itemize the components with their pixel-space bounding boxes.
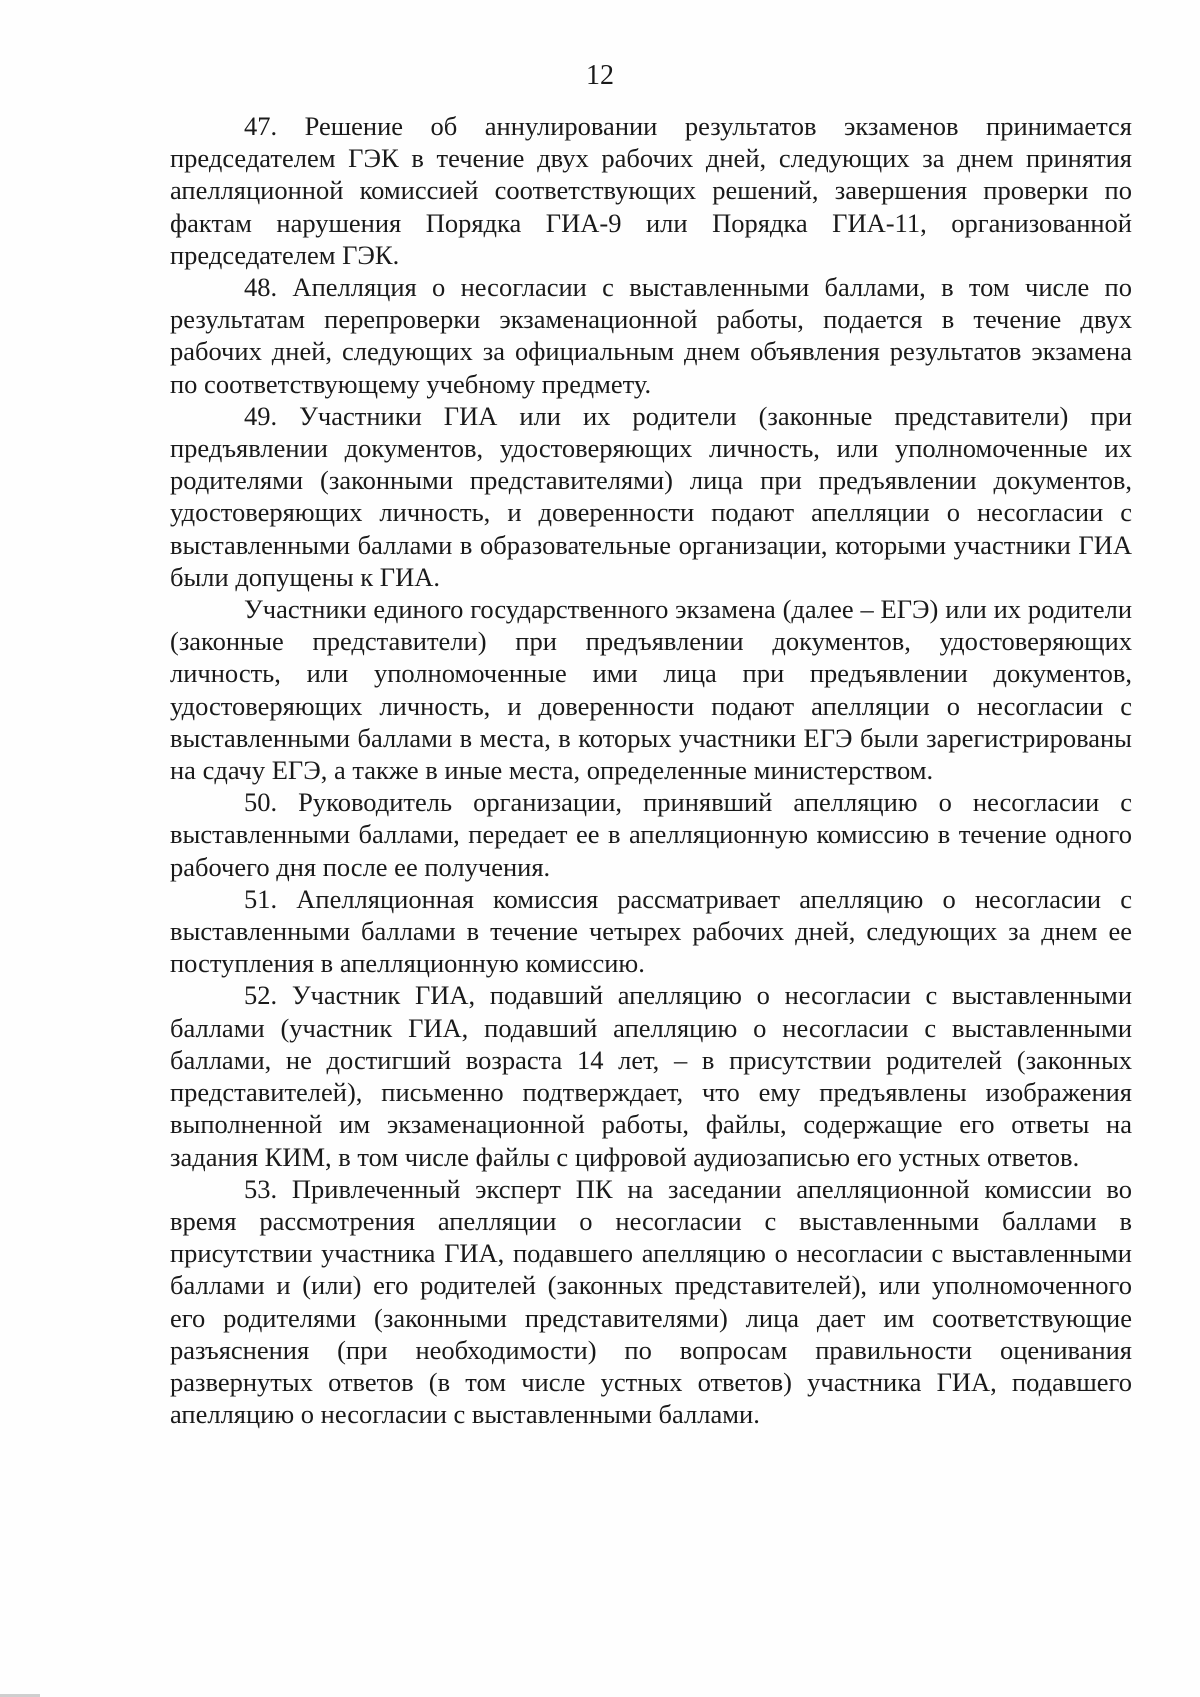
- paragraph-51: 51. Апелляционная комиссия рассматривает апелляцию о несогласии с выставленными баллами в течение четырех рабочих дней, следующих за днем ее поступления в апелляционную комиссию.: [170, 883, 1132, 979]
- page-number: 12: [586, 60, 614, 91]
- paragraph-50: 50. Руководитель организации, принявший апелляцию о несогласии с выставленными баллами, передает ее в апелляционную комиссию в течение одного рабочего дня после ее получения.: [170, 787, 1132, 882]
- paragraph-48: 48. Апелляция о несогласии с выставленными баллами, в том числе по результатам перепроверки экзаменационной работы, подается в течение двух рабочих дней, следующих за официальным днем объявления результатов экзамена по соответствующему учебному предмету.: [170, 272, 1132, 399]
- paragraph-49: 49. Участники ГИА или их родители (законные представители) при предъявлении документов, удостоверяющих личность, или уполномоченные их родителями (законными представителями) лица при предъявлении документов, удостоверяющих личность, и доверенности подают апелляции о несогласии с выставленными баллами в образовательные организации, которыми участники ГИА были допущены к ГИА.: [170, 400, 1132, 592]
- paragraph-52: 52. Участник ГИА, подавший апелляцию о несогласии с выставленными баллами (участник ГИА, подавший апелляцию о несогласии с выставленными баллами, не достигший возраста 14 лет, – в присутствии родителей (законных представителей), письменно подтверждает, что ему предъявлены изображения выполненной им экзаменационной работы, файлы, содержащие его ответы на задания КИМ, в том числе файлы с цифровой аудиозаписью его устных ответов.: [170, 980, 1132, 1172]
- paragraph-53: 53. Привлеченный эксперт ПК на заседании апелляционной комиссии во время рассмотрения апелляции о несогласии с выставленными баллами в присутствии участника ГИА, подавшего апелляцию о несогласии с выставленными баллами и (или) его родителей (законных представителей), или уполномоченного его родителями (законными представителями) лица дает им соответствующие разъяснения (при необходимости) по вопросам правильности оценивания развернутых ответов (в том числе устных ответов) участника ГИА, подавшего апелляцию о несогласии с выставленными баллами.: [170, 1173, 1132, 1430]
- document-body: [170, 110, 1132, 1430]
- paragraph-47: 47. Решение об аннулировании результатов экзаменов принимается председателем ГЭК в течение двух рабочих дней, следующих за днем принятия апелляционной комиссией соответствующих решений, завершения проверки по фактам нарушения Порядка ГИА-9 или Порядка ГИА-11, организованной председателем ГЭК.: [170, 111, 1132, 270]
- paragraph-ege-participants: Участники единого государственного экзамена (далее – ЕГЭ) или их родители (законные представители) при предъявлении документов, удостоверяющих личность, или уполномоченные ими лица при предъявлении документов, удостоверяющих личность, и доверенности подают апелляции о несогласии с выставленными баллами в места, в которых участники ЕГЭ были зарегистрированы на сдачу ЕГЭ, а также в иные места, определенные министерством.: [170, 594, 1132, 786]
